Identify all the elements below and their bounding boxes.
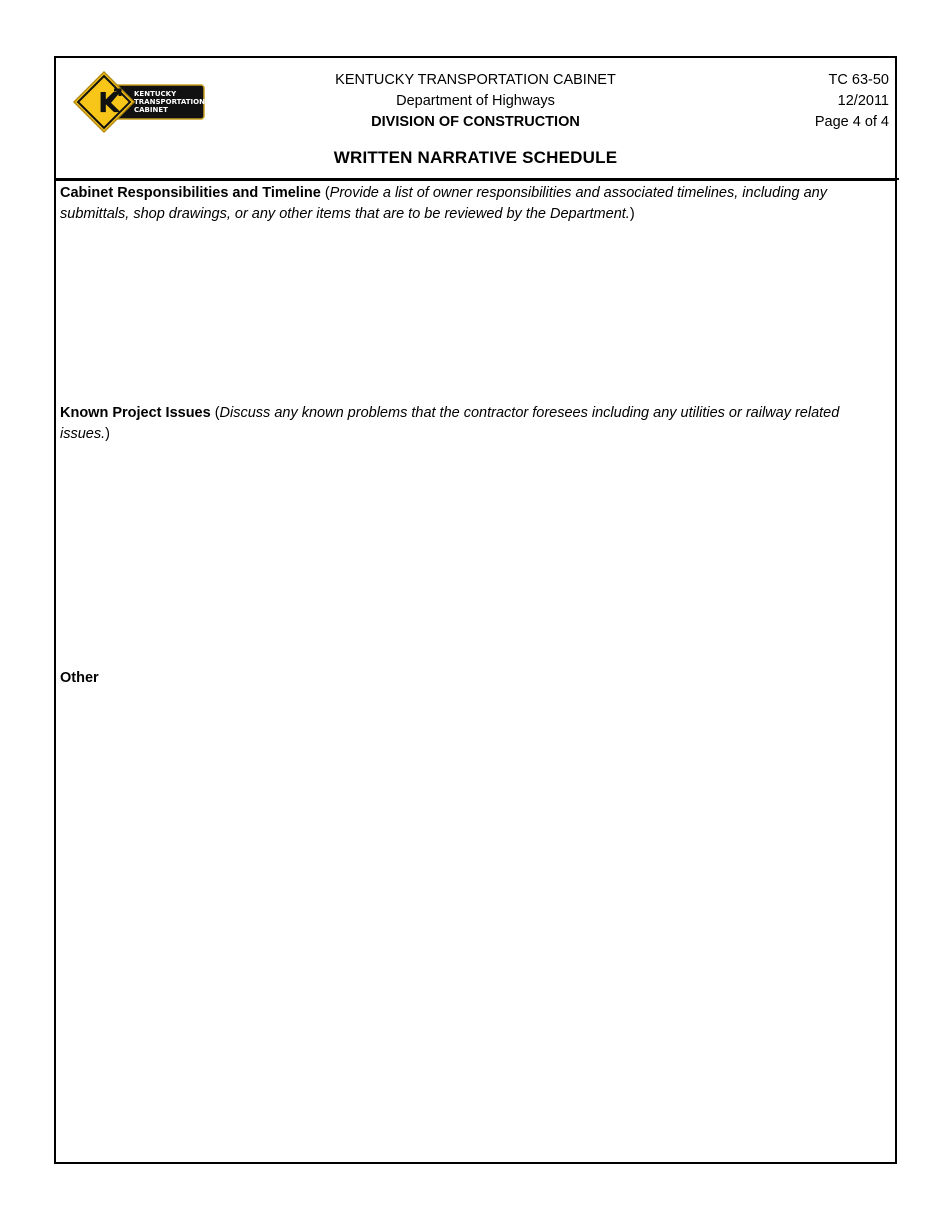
- form-title: WRITTEN NARRATIVE SCHEDULE: [333, 148, 618, 167]
- logo-text-line3: CABINET: [134, 106, 168, 114]
- form-info: [815, 70, 889, 133]
- section-label: Other: [60, 670, 99, 686]
- section-description: Provide a list of owner responsibilities and associated timelines, including any submittals, shop drawings, or any other items that are to be reviewed by the Department.: [60, 185, 827, 222]
- form-body: [54, 179, 897, 1164]
- department-name: Department of Highways: [396, 93, 555, 109]
- form-header: [54, 56, 897, 180]
- logo-text-line2: TRANSPORTATION: [134, 98, 205, 106]
- open-paren: (: [210, 405, 220, 421]
- agency-block: [56, 70, 895, 133]
- section-label: Known Project Issues: [60, 405, 211, 421]
- open-paren: (: [320, 185, 330, 201]
- section-cabinet-responsibilities[interactable]: [60, 183, 891, 225]
- form-number: TC 63-50: [828, 72, 889, 88]
- form-page: [54, 56, 897, 1164]
- form-date: 12/2011: [837, 93, 889, 109]
- page-number: Page 4 of 4: [814, 114, 889, 130]
- section-known-project-issues[interactable]: [60, 403, 891, 445]
- section-other[interactable]: [60, 668, 891, 689]
- section-description: Discuss any known problems that the contractor foresees including any utilities or railway related issues.: [60, 405, 840, 442]
- agency-name: KENTUCKY TRANSPORTATION CABINET: [335, 72, 616, 88]
- logo-letter: K: [98, 86, 120, 119]
- logo-text-line1: KENTUCKY: [134, 90, 177, 98]
- division-name: DIVISION OF CONSTRUCTION: [371, 114, 580, 130]
- close-paren: ): [629, 206, 635, 222]
- section-label: Cabinet Responsibilities and Timeline: [60, 185, 321, 201]
- close-paren: ): [105, 426, 110, 442]
